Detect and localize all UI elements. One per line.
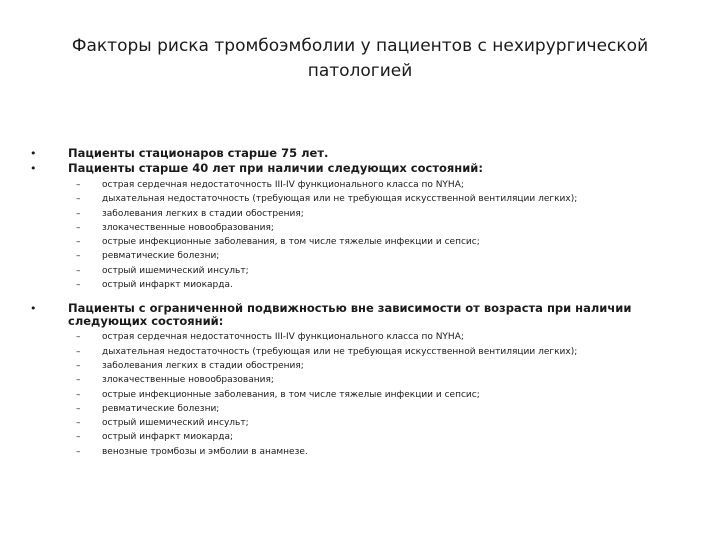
dash-icon: – <box>76 418 81 429</box>
condition-text: ревматические болезни; <box>102 251 220 262</box>
condition-text: ревматические болезни; <box>102 403 220 414</box>
condition-text: острая сердечная недостаточность III-IV функционального класса по NYHA; <box>102 332 464 343</box>
condition-text: острая сердечная недостаточность III-IV функционального класса по NYHA; <box>102 180 464 190</box>
condition-item <box>68 249 680 263</box>
risk-factor-text: Пациенты старше 40 лет при наличии следующих состояний: <box>68 161 483 175</box>
condition-item <box>68 264 680 278</box>
dash-icon: – <box>76 389 81 400</box>
risk-factor-text: Пациенты стационаров старше 75 лет. <box>68 146 329 160</box>
condition-item <box>68 221 680 235</box>
bullet-icon: • <box>30 147 37 160</box>
condition-text: острый инфаркт миокарда; <box>102 432 234 443</box>
condition-text: острые инфекционные заболевания, в том числе тяжелые инфекции и сепсис; <box>102 389 480 400</box>
condition-text: венозные тромбозы и эмболии в анамнезе. <box>102 446 308 457</box>
dash-icon: – <box>76 346 81 357</box>
bullet-icon: • <box>30 302 37 316</box>
condition-item <box>68 402 680 416</box>
dash-icon: – <box>76 208 81 219</box>
dash-icon: – <box>76 446 81 457</box>
condition-item <box>68 416 680 430</box>
dash-icon: – <box>76 375 81 386</box>
dash-icon: – <box>76 432 81 443</box>
condition-item <box>68 207 680 221</box>
dash-icon: – <box>76 251 81 262</box>
condition-text: заболевания легких в стадии обострения; <box>102 360 304 371</box>
condition-item <box>68 178 680 192</box>
slide-title: Факторы риска тромбоэмболии у пациентов с нехирургической патологией <box>71 36 649 81</box>
condition-item <box>68 359 680 373</box>
risk-factor-list <box>30 146 680 459</box>
slide-content <box>30 146 680 459</box>
dash-icon: – <box>76 222 81 233</box>
condition-item <box>68 330 680 344</box>
dash-icon: – <box>76 360 81 371</box>
dash-icon: – <box>76 180 81 190</box>
condition-text: острый ишемический инсульт; <box>102 418 249 429</box>
condition-text: острые инфекционные заболевания, в том числе тяжелые инфекции и сепсис; <box>102 237 480 248</box>
risk-factor-text: Пациенты с ограниченной подвижностью вне зависимости от возраста при наличии следующих состояний: <box>68 301 632 329</box>
dash-icon: – <box>76 194 81 205</box>
dash-icon: – <box>76 403 81 414</box>
risk-factor-item <box>30 161 680 292</box>
bullet-icon: • <box>30 162 37 175</box>
dash-icon: – <box>76 280 81 291</box>
condition-item <box>68 192 680 206</box>
condition-text: заболевания легких в стадии обострения; <box>102 208 304 219</box>
condition-item <box>68 345 680 359</box>
risk-factor-item <box>30 146 680 161</box>
condition-item <box>68 445 680 459</box>
condition-item <box>68 235 680 249</box>
condition-list <box>68 178 680 292</box>
condition-item <box>68 430 680 444</box>
risk-factor-item <box>30 302 680 459</box>
condition-text: дыхательная недостаточность (требующая или не требующая искусственной вентиляции легких); <box>102 194 578 205</box>
condition-text: злокачественные новообразования; <box>102 222 274 233</box>
dash-icon: – <box>76 237 81 248</box>
condition-list <box>68 330 680 459</box>
condition-text: злокачественные новообразования; <box>102 375 274 386</box>
condition-item <box>68 278 680 292</box>
dash-icon: – <box>76 265 81 276</box>
dash-icon: – <box>76 332 81 343</box>
condition-text: дыхательная недостаточность (требующая или не требующая искусственной вентиляции легких); <box>102 346 578 357</box>
condition-item <box>68 373 680 387</box>
condition-text: острый ишемический инсульт; <box>102 265 249 276</box>
condition-text: острый инфаркт миокарда. <box>102 280 233 291</box>
condition-item <box>68 388 680 402</box>
